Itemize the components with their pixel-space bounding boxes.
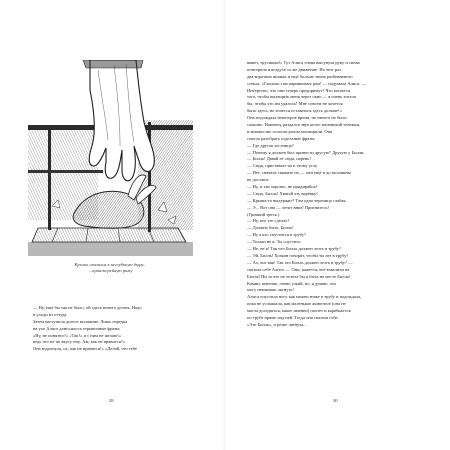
text-line: — Ну, и так хорошо, не придирайся! [247,184,318,190]
page-number-left: 28 [109,398,114,403]
text-line: — Ну а кто спустится в трубу? [247,232,307,238]
text-line: «Это Билль», и резко лягнула... [247,321,307,327]
engraving-illustration [28,60,193,256]
text-line: слышно. Наконец, раздался звук колес маленькой тележки, [247,122,361,128]
text-line: — Крыша-то выдержит? Там одна черепица слабая. [247,197,347,203]
text-line: (Громкий треск.) [247,211,280,217]
page-number-right: 30 [333,398,338,403]
text-line: — Не, не я! Так что Билль должен лезть в трубу? [247,246,342,252]
text-line: быть здесь, не хочется оставаться здесь дольше!» [247,108,342,114]
text-line: — Сюда, Билль! Хватай эту верёвку! [247,190,318,196]
text-line: Она подождала некоторое время, но ничего не было [247,115,347,121]
text-line: «Ну, не понятно?» «Так?» и с ним не желаю!» [33,332,122,338]
text-line: Интересно, что они теперь предпримут? Что касается [247,87,351,93]
text-line: бы, чтобы это им удалось! Мне совсем не хочется [247,101,343,107]
text-line: — Ах, вот как! Так это Билль должен лезть в трубу? — [247,259,353,265]
text-line: сказала себе Алиса. — Они, кажется, всё взвалили на [247,266,350,272]
illustration-caption [28,262,193,274]
text-line: пока не услышала, как маленькое животное (она не [247,301,346,307]
text-line: Затем наступила долгое молчание. Лишь изредка [33,318,128,324]
text-line: — Где другая лестница? [247,142,294,148]
text-line: смогла разобрать отдельные фразы: [247,135,316,141]
text-line: стекла. «Сколько там парниковых рам! — подумала Алиса. — [247,80,367,86]
text-line: — Ну, ещё бы так не было, ой здесь ничего делать. Надо [33,305,142,310]
left-body-text [33,305,193,353]
text-line: того, чтобы вытащить меня через окно — я очень хотела [247,94,356,100]
text-line: — Должно быть, Билль! [247,225,294,231]
alice-hand-engraving [28,60,193,256]
text-line: — Ну, кто это сделал? [247,218,290,224]
text-line: вывет, трусишка!» Тут Алиса снова высунула руку и снова [247,60,360,65]
text-line: и уходи из оттуда. [33,311,68,317]
text-line: — Э... Вот она — летит вниз! Пригнитесь! [247,204,330,210]
text-line: — Почему я должен был принести другую? Другую у Билли. [247,149,365,155]
text-line: не достают. [247,177,270,183]
text-line: на ухо Алисе доносилось отрывочные фразы: [33,325,121,331]
text-line: — Билль! Давай её сюда, парень! [247,156,311,162]
right-page [225,0,450,450]
text-line: Билля! Ни за что не хотела бы я быть на месте Билля! [247,273,351,279]
text-line: Камин, конечно, очень узкий, но, я думаю, что [247,280,337,286]
text-line: Она вздохнула, ох, как не нравится!» «Делай, что тебе [33,346,137,352]
text-line: могу немножко лягнуть! [247,287,294,293]
text-line: — Нет, сначала свяжите их — они ещё и до половины [247,170,351,176]
text-line: ведь что не по вкусу ему. Аж, как не нравится?» [33,339,126,345]
text-line: Алиса опустила ногу как можно ниже в трубу и подождала, [247,294,362,300]
text-line: и множество голосов разом заговорили. Она [247,128,333,134]
text-line: по трубе прямо над ней. Тогда она сказала себе: [247,314,339,320]
caption-line: ...оранжерейную раму [88,268,133,274]
caption-line: Кролик свалился в неглубокую дыру... [74,262,147,267]
text-line: могла догадаться, какое именно) ползёт и карабкается [247,308,351,314]
right-body-text [247,60,415,329]
text-line: — Сюда, приставьте их к этому углу. [247,163,318,169]
text-line: два коротких визжка и ещё больше звона разбиваемого [247,73,353,79]
text-line: — Только не я. Ты спустись. [247,239,302,245]
text-line: — Эй, Билль! Хозяин говорит, чтобы ты лез в трубу! [247,252,348,258]
text-line: повторила в воздухе то же движение. На этот раз [247,66,341,72]
